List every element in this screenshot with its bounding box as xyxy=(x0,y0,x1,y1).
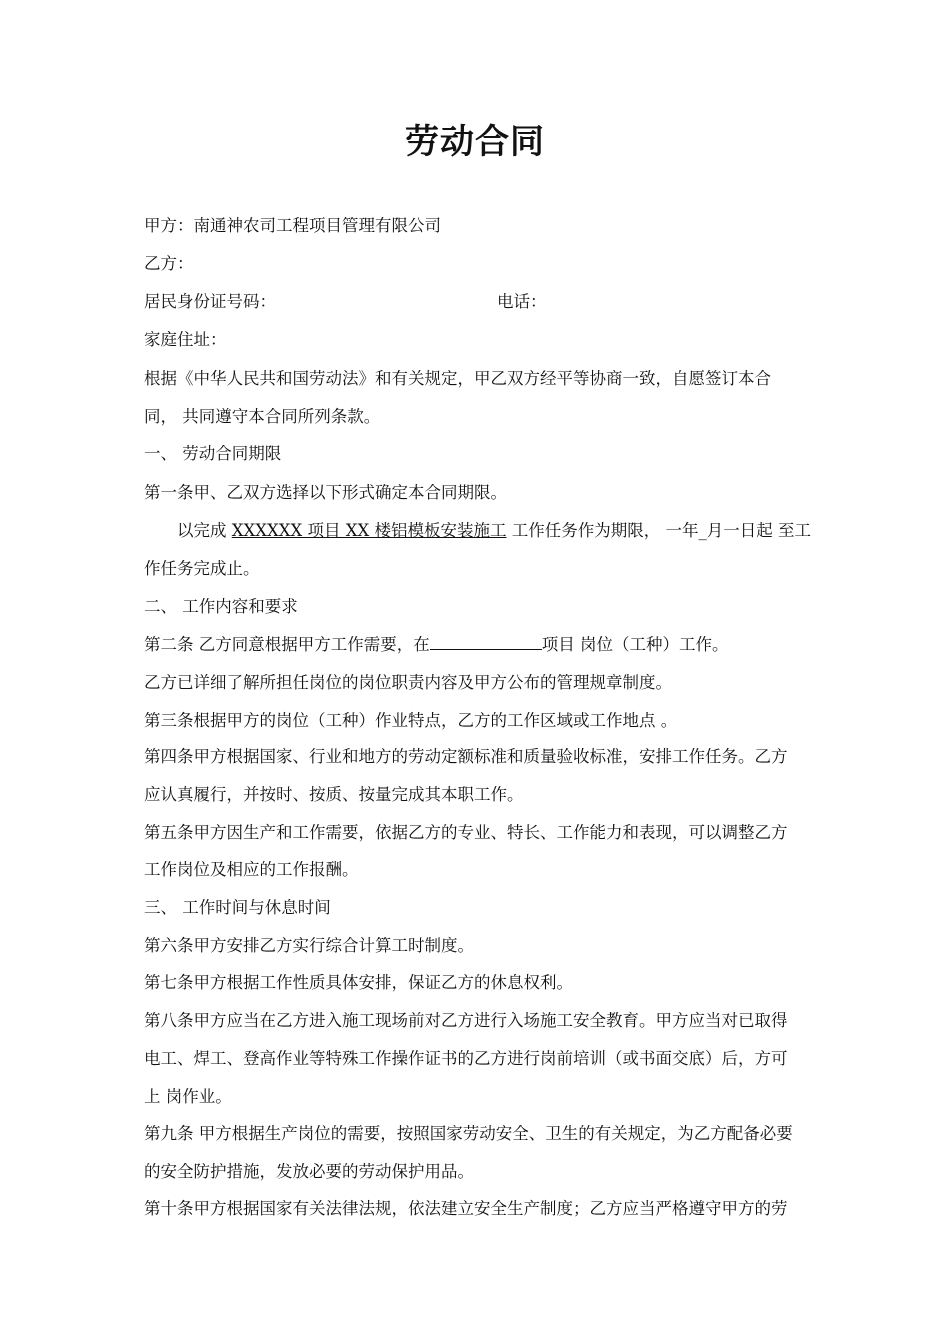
article-8-line-2: 电工、焊工、登高作业等特殊工作操作证书的乙方进行岗前培训（或书面交底）后，方可 xyxy=(144,1049,788,1068)
article-7: 第七条甲方根据工作性质具体安排，保证乙方的休息权利。 xyxy=(144,973,573,992)
article-4-line-1: 第四条甲方根据国家、行业和地方的劳动定额标准和质量验收标准，安排工作任务。乙方 xyxy=(144,747,788,766)
article-8-line-3: 上 岗作业。 xyxy=(144,1087,232,1106)
id-phone-line xyxy=(144,290,834,314)
article-1: 第一条甲、乙双方选择以下形式确定本合同期限。 xyxy=(144,483,507,502)
section-heading-3: 三、 工作时间与休息时间 xyxy=(144,898,331,917)
address-line: 家庭住址： xyxy=(144,330,227,349)
article-2-continuation: 乙方已详细了解所担任岗位的岗位职责内容及甲方公布的管理规章制度。 xyxy=(144,673,672,692)
project-blank-field xyxy=(430,633,542,650)
article-3: 第三条根据甲方的岗位（工种）作业特点，乙方的工作区域或工作地点 。 xyxy=(144,711,678,730)
phone-label: 电话： xyxy=(497,292,547,311)
article-5-line-2: 工作岗位及相应的工作报酬。 xyxy=(144,860,359,879)
article-4-line-2: 应认真履行，并按时、按质、按量完成其本职工作。 xyxy=(144,785,524,804)
term-suffix: 工作任务作为期限， 一年_月一日起 至工 xyxy=(506,521,811,540)
article-2-prefix: 第二条 乙方同意根据甲方工作需要，在 xyxy=(144,635,430,654)
intro-paragraph-line-2: 同， 共同遵守本合同所列条款。 xyxy=(144,407,381,426)
article-8-line-1: 第八条甲方应当在乙方进入施工现场前对乙方进行入场施工安全教育。甲方应当对已取得 xyxy=(144,1011,788,1030)
article-2 xyxy=(144,633,834,657)
party-a-line: 甲方：南通神农司工程项目管理有限公司 xyxy=(144,216,441,235)
article-9-line-2: 的安全防护措施，发放必要的劳动保护用品。 xyxy=(144,1162,474,1181)
term-project-name: XXXXXX 项目 XX 楼铝模板安装施工 xyxy=(231,521,507,540)
term-line-1 xyxy=(177,519,867,543)
intro-paragraph-line-1: 根据《中华人民共和国劳动法》和有关规定，甲乙双方经平等协商一致，自愿签订本合 xyxy=(144,369,771,388)
article-2-suffix: 项目 岗位（工种）工作。 xyxy=(541,635,729,654)
party-b-line: 乙方： xyxy=(144,254,194,273)
article-9-line-1: 第九条 甲方根据生产岗位的需要，按照国家劳动安全、卫生的有关规定，为乙方配备必要 xyxy=(144,1124,793,1143)
document-title: 劳动合同 xyxy=(405,122,545,162)
section-heading-1: 一、 劳动合同期限 xyxy=(144,444,282,463)
article-6: 第六条甲方安排乙方实行综合计算工时制度。 xyxy=(144,936,474,955)
article-10-line-1: 第十条甲方根据国家有关法律法规，依法建立安全生产制度；乙方应当严格遵守甲方的劳 xyxy=(144,1199,788,1218)
id-number-label: 居民身份证号码： xyxy=(144,292,276,311)
section-heading-2: 二、 工作内容和要求 xyxy=(144,597,298,616)
term-line-2: 作任务完成止。 xyxy=(144,559,260,578)
term-prefix: 以完成 xyxy=(177,521,232,540)
article-5-line-1: 第五条甲方因生产和工作需要，依据乙方的专业、特长、工作能力和表现，可以调整乙方 xyxy=(144,823,788,842)
